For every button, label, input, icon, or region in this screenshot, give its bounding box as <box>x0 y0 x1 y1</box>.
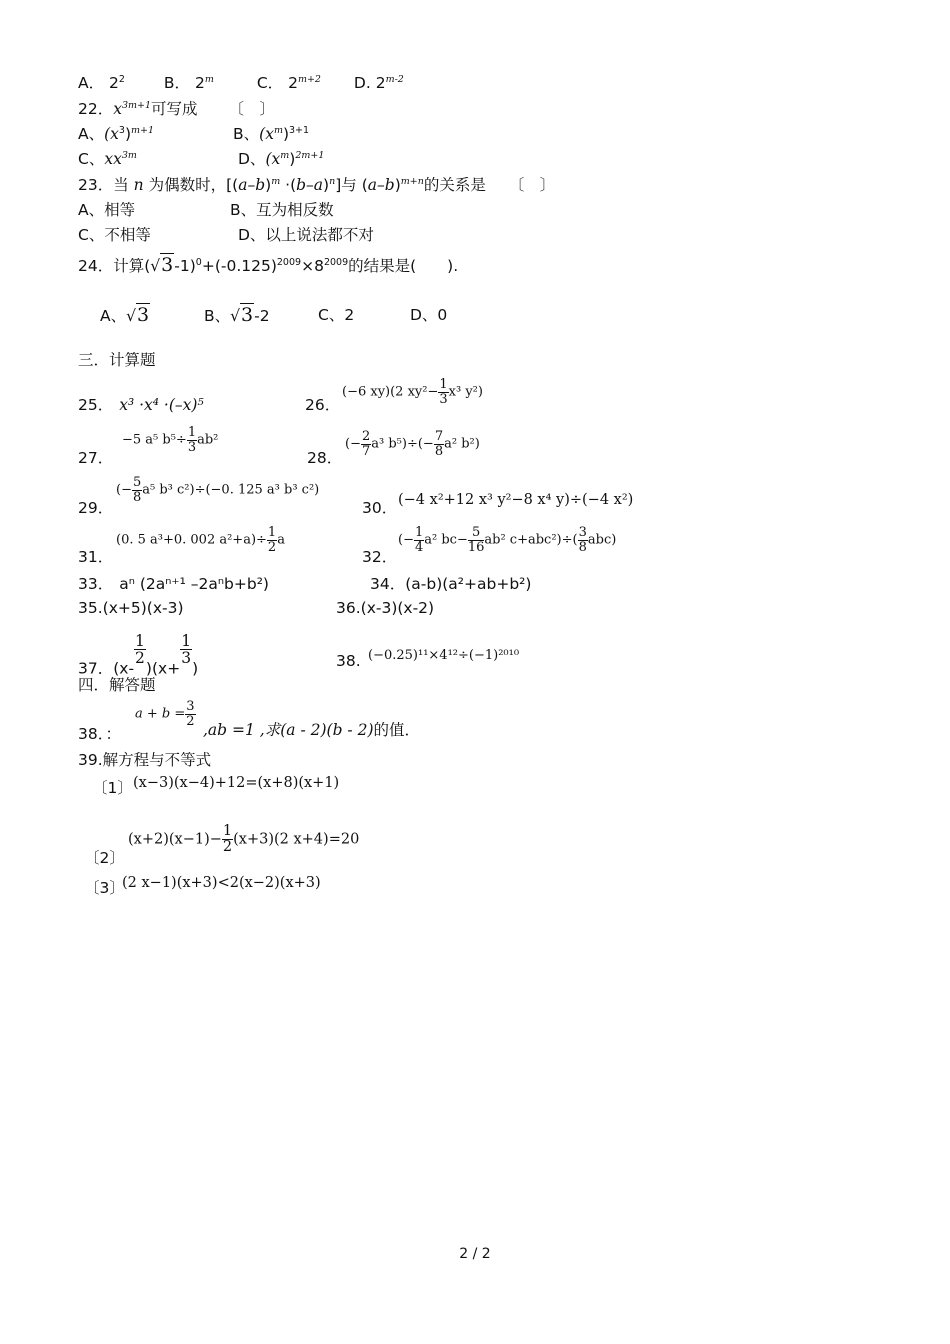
q24-opt-b: B、√3-2 <box>204 304 270 326</box>
q29-label: 29． <box>78 499 114 517</box>
q39-part1-expression: (x−3)(x−4)+12=(x+8)(x+1) <box>133 775 340 791</box>
q38-expression: (−0.25)¹¹×4¹²÷(−1)²⁰¹⁰ <box>368 648 520 663</box>
q23-opt-b: B、互为相反数 <box>230 201 334 219</box>
q26-label: 26． <box>305 396 341 414</box>
q23-opt-c: C、不相等 <box>78 226 151 244</box>
q21-opt-b: B． 2$^m$ <box>163 74 214 92</box>
q39-part2-expression: (x+2)(x−1)− $\frac{1}{2}$ (x+3)(2 x+4)=20 <box>128 823 360 856</box>
q34: 34．(a-b)(a²+ab+b²) <box>370 575 532 593</box>
q30-expression: (−4 x²+12 x³ y²−8 x⁴ y)÷(−4 x²) <box>398 492 634 508</box>
q22-opt-c: C、$xx^{3m}$ <box>78 150 137 168</box>
q36: 36.(x-3)(x-2) <box>336 599 435 617</box>
q22-stem: 22．$x^{3m+1}$可写成 〔 〕 <box>78 100 276 118</box>
q25: 25． x³ ·x⁴ ·(–x)⁵ <box>78 396 204 414</box>
q24-options <box>100 302 448 329</box>
q23-options-row1 <box>78 200 334 220</box>
sqrt-symbol: √3 <box>150 254 174 276</box>
q23-opt-d: D、以上说法都不对 <box>238 226 374 244</box>
q24-opt-c: C、2 <box>318 306 355 324</box>
q23-opt-a: A、相等 <box>78 201 136 219</box>
q22-options-row2 <box>78 149 325 169</box>
q26-expression: (−6 xy)(2 xy²− $\frac{1}{3}$ x³ y²) <box>342 377 483 407</box>
q21-opt-c: C． $2^{m+2}$ <box>256 74 321 92</box>
q37: 37．(x- $\frac{1}{2}$ )(x+ $\frac{1}{3}$ ) <box>78 632 199 678</box>
q24-opt-a: A、√3 <box>100 304 150 326</box>
section-heading-answer: 四．解答题 <box>78 676 156 694</box>
q38-label: 38. <box>336 652 361 670</box>
page-number: 2 / 2 <box>459 1246 491 1262</box>
q22-options-row1 <box>78 124 310 144</box>
q39-part2-label: 〔2〕 <box>84 849 125 867</box>
q24-stem: 24．计算$(√3-1)^0+(-0.125)^{2009}\times 8^{2009}$的结果是( ). <box>78 252 458 279</box>
q31-expression: (0. 5 a³+0. 002 a²+a)÷ $\frac{1}{2}$ a <box>116 525 285 555</box>
q29-expression: (− $\frac{5}{8}$ a⁵ b³ c²)÷(−0. 125 a³ b³ c²) <box>116 475 320 505</box>
q38b-label: 38．： <box>78 725 121 743</box>
q22-opt-d: D、$(x^m)^{2m+1}$ <box>238 150 325 168</box>
q32-label: 32． <box>362 548 398 566</box>
section-heading-calculation: 三．计算题 <box>78 351 156 369</box>
q32-expression: (− $\frac{1}{4}$ a² bc− $\frac{5}{16}$ ab² c+abc²)÷( $\frac{3}{8}$ abc) <box>398 525 617 555</box>
q23-stem: 23．当 n 为偶数时，$[(a-b)^m \cdot(b-a)^n]$与 $(a-b)^{m+n}$的关系是 〔 〕 <box>78 176 556 194</box>
q38b-condition: ,ab =1 ,求(a - 2)(b - 2)的值． <box>203 721 421 739</box>
q21-options <box>78 73 404 93</box>
q21-opt-d: D. 2$^{m-2}$ <box>353 74 404 92</box>
q21-opt-a: A． $2^2$ <box>78 74 125 92</box>
q28-expression: (− $\frac{2}{7}$ a³ b⁵)÷(− $\frac{7}{8}$ a² b²) <box>345 429 480 459</box>
q39-title: 39.解方程与不等式 <box>78 751 212 769</box>
q22-opt-b: B、$(x^m)^{3+1}$ <box>233 125 310 143</box>
q22-opt-a: A、$(x^3)^{m+1}$ <box>78 125 155 143</box>
q27-expression: −5 a⁵ b⁵÷ $\frac{1}{3}$ ab² <box>122 425 219 455</box>
q31-label: 31． <box>78 548 114 566</box>
q30-label: 30． <box>362 499 398 517</box>
q38b-expression: a + b = $\frac{3}{2}$ <box>135 699 195 729</box>
q39-part3-label: 〔3〕 <box>84 879 125 897</box>
q27-label: 27． <box>78 449 114 467</box>
q33: 33． aⁿ (2aⁿ⁺¹ –2aⁿb+b²) <box>78 575 269 593</box>
q39-part1-label: 〔1〕 <box>92 779 133 797</box>
q24-opt-d: D、0 <box>410 306 448 324</box>
q35: 35.(x+5)(x-3) <box>78 599 184 617</box>
q28-label: 28． <box>307 449 343 467</box>
q39-part3-expression: (2 x−1)(x+3)<2(x−2)(x+3) <box>122 875 321 891</box>
q23-options-row2 <box>78 225 374 245</box>
